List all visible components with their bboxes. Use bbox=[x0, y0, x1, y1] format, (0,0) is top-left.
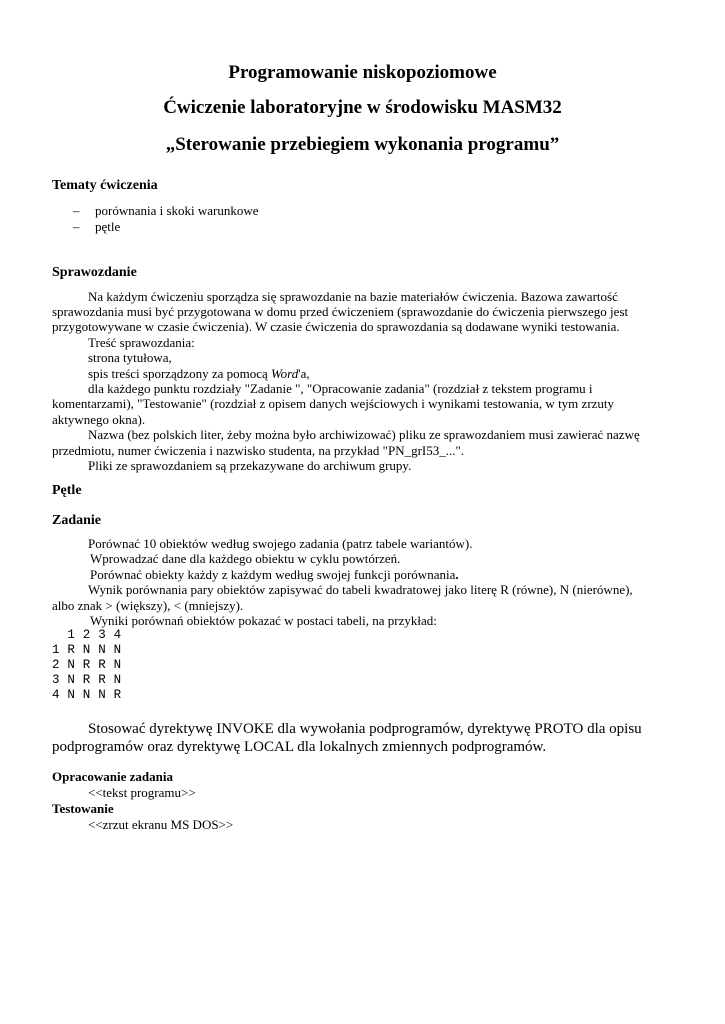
tematy-heading: Tematy ćwiczenia bbox=[52, 178, 158, 193]
paragraph-line: Wynik porównania pary obiektów zapisywać do tabeli kwadratowej jako literę R (równe), N (nierówne), bbox=[88, 582, 633, 597]
tematy-item: porównania i skoki warunkowe bbox=[95, 203, 259, 218]
bold-period: . bbox=[455, 567, 459, 582]
paragraph-line: komentarzami), "Testowanie" (rozdział z opisem danych wejściowych i wynikami testowania, w tym zrzuty bbox=[52, 396, 615, 411]
doc-topic-title: „Sterowanie przebiegiem wykonania programu” bbox=[165, 134, 560, 155]
list-bullet: – bbox=[73, 203, 80, 218]
list-bullet: – bbox=[73, 219, 80, 234]
table-row: 1 2 3 4 bbox=[52, 628, 122, 642]
table-row: 2 N R R N bbox=[52, 658, 122, 672]
doc-title: Programowanie niskopoziomowe bbox=[228, 62, 497, 83]
paragraph-line: Wprowadzać dane dla każdego obiektu w cyklu powtórzeń. bbox=[90, 551, 401, 566]
word-app-name: Word bbox=[271, 366, 299, 381]
paragraph-line: Na każdym ćwiczeniu sporządza się sprawozdanie na bazie materiałów ćwiczenia. Bazowa zawartość bbox=[88, 289, 618, 304]
paragraph-line: przygotowywane w czasie ćwiczenia). W czasie ćwiczenia do sprawozdania są dodawane wyniki testowania. bbox=[52, 319, 620, 334]
paragraph-text: Porównać obiekty każdy z każdym według swojej funkcji porównania bbox=[90, 567, 456, 582]
paragraph-line bbox=[88, 366, 310, 381]
paragraph-line: sprawozdania musi być przygotowana w domu przed ćwiczeniem (sprawozdanie do ćwiczenia pierwszego jest bbox=[52, 304, 629, 319]
placeholder-text: <<zrzut ekranu MS DOS>> bbox=[88, 817, 234, 832]
paragraph-text: spis treści sporządzony za pomocą bbox=[88, 366, 272, 381]
zadanie-heading: Zadanie bbox=[52, 513, 102, 528]
petle-heading: Pętle bbox=[52, 483, 82, 498]
table-row: 3 N R R N bbox=[52, 673, 122, 687]
paragraph-line: aktywnego okna). bbox=[52, 412, 146, 427]
paragraph-line: Treść sprawozdania: bbox=[88, 335, 195, 350]
paragraph-line: albo znak > (większy), < (mniejszy). bbox=[52, 598, 244, 613]
paragraph-line: Pliki ze sprawozdaniem są przekazywane do archiwum grupy. bbox=[88, 458, 412, 473]
paragraph-line: dla każdego punktu rozdziały "Zadanie ", "Opracowanie zadania" (rozdział z tekstem programu i bbox=[88, 381, 593, 396]
paragraph-text: 'a, bbox=[298, 366, 310, 381]
paragraph-line: przedmiotu, numer ćwiczenia i nazwisko studenta, na przykład "PN_grI53_...". bbox=[52, 443, 465, 458]
tematy-item: pętle bbox=[95, 219, 121, 234]
testowanie-heading: Testowanie bbox=[52, 801, 114, 816]
paragraph-line: Stosować dyrektywę INVOKE dla wywołania podprogramów, dyrektywę PROTO dla opisu bbox=[88, 721, 642, 737]
paragraph-line bbox=[90, 567, 459, 582]
sprawozdanie-heading: Sprawozdanie bbox=[52, 265, 137, 280]
table-row: 4 N N N R bbox=[52, 688, 122, 702]
paragraph-line: podprogramów oraz dyrektywę LOCAL dla lokalnych zmiennych podprogramów. bbox=[52, 739, 547, 755]
paragraph-line: Nazwa (bez polskich liter, żeby można było archiwizować) pliku ze sprawozdaniem musi zawierać nazwę bbox=[88, 427, 640, 442]
table-row: 1 R N N N bbox=[52, 643, 122, 657]
placeholder-text: <<tekst programu>> bbox=[88, 785, 196, 800]
doc-subtitle: Ćwiczenie laboratoryjne w środowisku MASM32 bbox=[163, 97, 562, 118]
paragraph-line: Wyniki porównań obiektów pokazać w postaci tabeli, na przykład: bbox=[90, 613, 437, 628]
paragraph-line: Porównać 10 obiektów według swojego zadania (patrz tabele wariantów). bbox=[88, 536, 473, 551]
paragraph-line: strona tytułowa, bbox=[88, 350, 172, 365]
opracowanie-heading: Opracowanie zadania bbox=[52, 769, 173, 784]
